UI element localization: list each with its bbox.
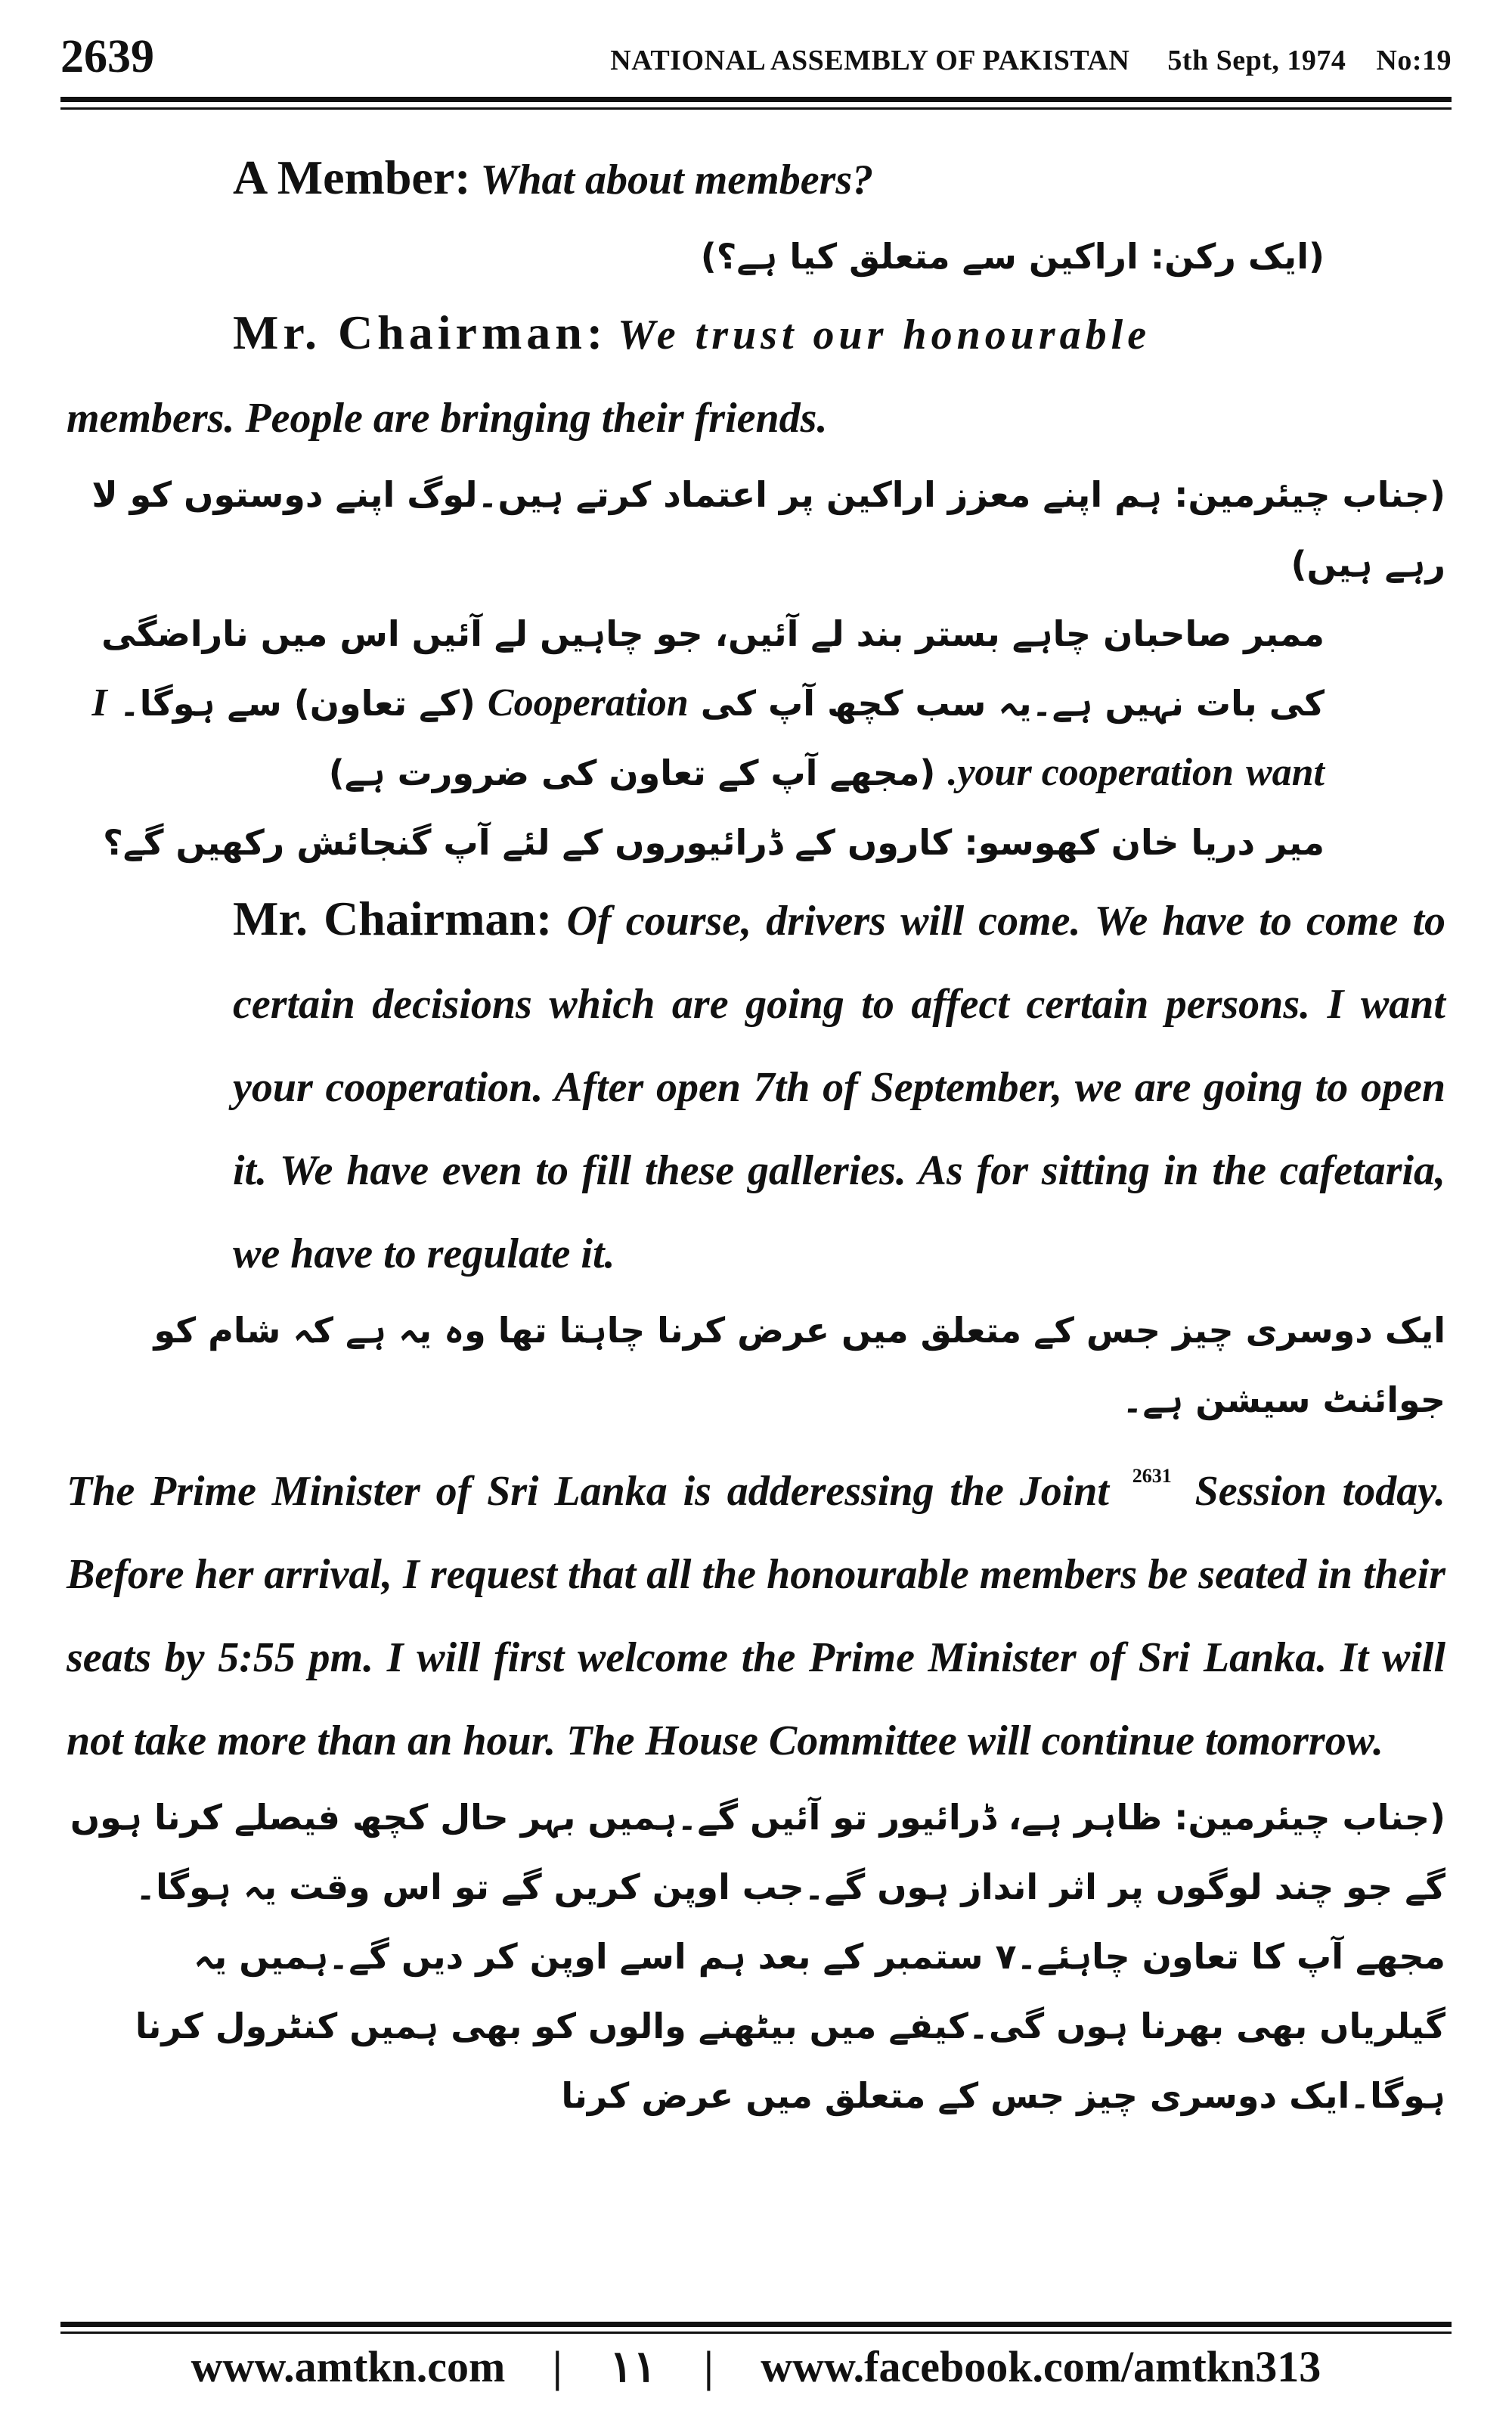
- footer-separator: |: [703, 2342, 714, 2391]
- urdu-text: بات نہیں ہے۔یہ سب کچھ آپ کی: [700, 683, 1257, 724]
- page-body: [67, 136, 1445, 2130]
- urdu-text: (کے تعاون) سے ہوگا۔: [119, 683, 476, 724]
- facebook-link[interactable]: www.facebook.com/amtkn313: [761, 2342, 1321, 2391]
- urdu-paragraph-chairman: (جناب چیئرمین: ظاہر ہے، ڈرائیور تو آئیں گے۔ہمیں بہر حال کچھ فیصلے کرنا ہوں گے جو چند لوگوں پر اثر انداز ہوں گے۔جب اوپن کریں گے تو اس وقت یہ ہوگا۔مجھے آپ کا تعاون چاہئے۔۷ ستمبر کے بعد ہم اسے اوپن کر دیں گے۔ہمیں یہ گیلریاں بھی بھرنا ہوں گی۔کیفے میں بیٹھنے والوں کو بھی ہمیں کنٹرول کرنا ہوگا۔ایک دوسری چیز جس کے متعلق میں عرض کرنا: [70, 1797, 1445, 2116]
- speaker-label: A Member:: [233, 150, 471, 204]
- urdu-translation: (ایک رکن: اراکین سے متعلق کیا ہے؟): [700, 236, 1325, 277]
- speaker-label: Mr. Chairman:: [233, 306, 608, 359]
- urdu-translation: (جناب چیئرمین: ہم اپنے معزز اراکین پر اعتماد کرتے ہیں۔لوگ اپنے دوستوں کو لا رہے ہیں): [91, 474, 1445, 585]
- page-footer: [60, 2341, 1452, 2392]
- page-number: 2639: [60, 31, 154, 82]
- footer-rule-thin: [60, 2332, 1452, 2334]
- urdu-text: (مجھے آپ کے تعاون کی ضرورت ہے): [328, 752, 936, 793]
- session-date: 5th Sept, 1974: [1167, 45, 1346, 76]
- urdu-inline-note: ایک دوسری چیز جس کے متعلق میں عرض کرنا چاہتا تھا وہ یہ ہے کہ شام کو جوائنٹ سیشن ہے۔: [153, 1310, 1445, 1420]
- speech-text: Of course, drivers will come. We have to come to certain decisions which are going to affect certain persons. I want your cooperation. After open 7th of September, we are going to open it. We have even to fill these galleries. As for sitting in the cafetaria, we have to regulate it.: [233, 898, 1446, 1277]
- footer-page-mark: ۱۱: [609, 2342, 657, 2391]
- speech-text-continued: [67, 1435, 1445, 1782]
- speech-text: What about members?: [480, 157, 874, 203]
- header-rule-thin: [60, 107, 1452, 110]
- paragraph-chairman-drivers: [67, 877, 1445, 1295]
- header-title: [610, 44, 1452, 77]
- english-word: Cooperation: [487, 681, 689, 724]
- speech-text-continued: members. People are bringing their friends.: [67, 395, 828, 442]
- publication-name: NATIONAL ASSEMBLY OF PAKISTAN: [610, 45, 1130, 76]
- issue-number: No:19: [1376, 45, 1452, 76]
- website-link[interactable]: www.amtkn.com: [191, 2342, 506, 2391]
- paragraph-member-question: [67, 136, 1445, 222]
- urdu-paragraph-cooperation: [67, 599, 1445, 808]
- speech-text: The Prime Minister of Sri Lanka is adderessing the Joint: [67, 1468, 1109, 1515]
- speaker-label: Mr. Chairman:: [233, 892, 553, 945]
- english-word: I want: [91, 681, 1325, 794]
- footer-rule-thick: [60, 2322, 1452, 2327]
- page-header: [60, 30, 1452, 91]
- speech-text: We trust our honourable: [618, 312, 1151, 358]
- paragraph-chairman-trust: [67, 291, 1445, 377]
- urdu-paragraph-khoso: میر دریا خان کھوسو: کاروں کے ڈرائیوروں کے لئے آپ گنجائش رکھیں گے؟: [103, 822, 1325, 863]
- urdu-text: ممبر صاحبان چاہے بستر بند لے آئیں، جو چاہیں لے آئیں اس میں ناراضگی کی: [101, 613, 1325, 724]
- speech-text: Session today. Before her arrival, I request that all the honourable members be seated in their seats by 5:55 pm. I will first welcome the Prime Minister of Sri Lanka. It will not take more than an hour. The House Committee will continue tomorrow.: [67, 1468, 1446, 1764]
- english-word: your cooperation.: [947, 751, 1234, 794]
- footer-separator: |: [552, 2342, 562, 2391]
- header-rule-thick: [60, 97, 1452, 102]
- footnote-marker: 2631: [1132, 1465, 1172, 1487]
